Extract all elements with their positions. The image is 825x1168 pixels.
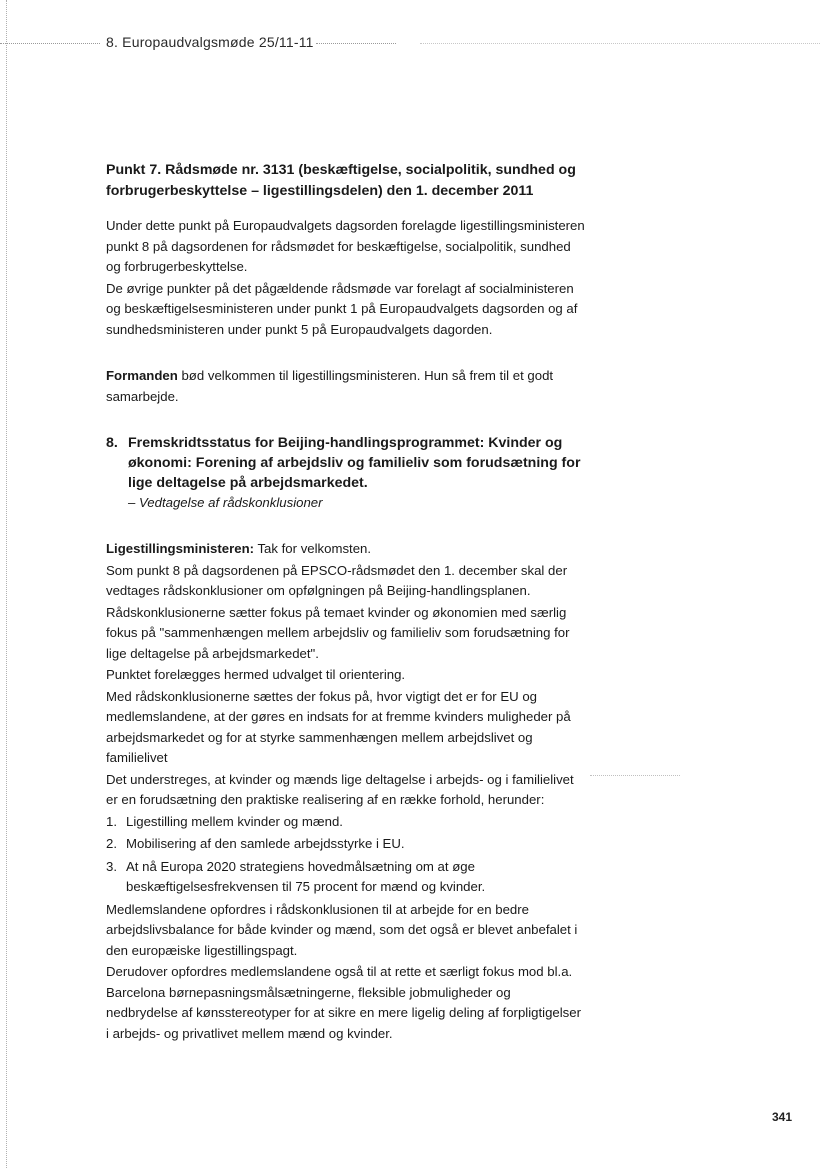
- main-content: [106, 160, 586, 1044]
- list-item-number: 2.: [106, 836, 117, 851]
- list-item-number: 3.: [106, 858, 117, 874]
- chair-paragraph: [106, 366, 586, 407]
- minister-paragraph: Med rådskonklusionerne sættes der fokus på, hvor vigtigt det er for EU og medlemslandene, at der gøres en indsats for at fremme kvinders muligheder på arbejdsmarkedet og for at styrke sammenhængen mellem arbejdslivet og familielivet: [106, 688, 571, 765]
- minister-label: Ligestillingsministeren:: [106, 541, 255, 556]
- running-header: 8. Europaudvalgsmøde 25/11-11: [106, 34, 314, 50]
- intro-paragraph: Under dette punkt på Europaudvalgets dagsorden forelagde ligestillingsministeren punkt 8 på dagsordenen for rådsmødet for beskæftigelse, socialpolitik, sundhed og forbrugerbeskyttelse.: [106, 218, 585, 274]
- section-title: Punkt 7. Rådsmøde nr. 3131 (beskæftigelse, socialpolitik, sundhed og forbrugerbeskyttelse – ligestillingsdelen) den 1. december 2011: [106, 162, 576, 199]
- minister-paragraph: Punktet forelægges hermed udvalget til orientering.: [106, 667, 406, 682]
- numbered-list: [106, 812, 586, 898]
- agenda-item-subtitle: – Vedtagelse af rådskonklusioner: [128, 495, 323, 510]
- list-item: [106, 857, 586, 898]
- page-number: 341: [772, 1110, 793, 1124]
- chair-text: bød velkommen til ligestillingsministeren. Hun så frem til et godt samarbejde.: [106, 368, 554, 404]
- chair-label: Formanden: [106, 368, 178, 383]
- minister-paragraph: Som punkt 8 på dagsordenen på EPSCO-rådsmødet den 1. december skal der vedtages rådskonklusioner om opfølgningen på Beijing-handlingsplanen.: [106, 562, 568, 598]
- scan-artifact-edge: [6, 0, 7, 1168]
- scan-artifact-line: [590, 775, 680, 776]
- scan-artifact-line: [316, 43, 396, 44]
- minister-paragraph: Derudover opfordres medlemslandene også til at rette et særligt fokus mod bl.a. Barcelona børnepasningsmålsætningerne, fleksible jobmuligheder og nedbrydelse af kønsstereotyper for at sikre en mere ligelig deling af forpligtigelser i arbejds- og privatlivet mellem mænd og kvinder.: [106, 964, 581, 1041]
- list-item-text: Mobilisering af den samlede arbejdsstyrke i EU.: [126, 836, 405, 851]
- list-item-text: At nå Europa 2020 strategiens hovedmålsætning om at øge beskæftigelsesfrekvensen til 75 procent for mænd og kvinder.: [126, 858, 486, 894]
- scan-artifact-line: [0, 43, 100, 44]
- minister-opening: [106, 539, 586, 560]
- minister-paragraph: Medlemslandene opfordres i rådskonklusionen til at arbejde for en bedre arbejdslivsbalance for både kvinder og mænd, som det også er blevet anbefalet i den europæiske ligestillingspagt.: [106, 901, 578, 958]
- list-item: [106, 812, 586, 833]
- minister-opening-text: Tak for velkomsten.: [254, 541, 372, 556]
- agenda-item: [106, 433, 586, 513]
- agenda-item-number: 8.: [106, 435, 118, 451]
- list-item-number: 1.: [106, 813, 117, 829]
- scan-artifact-line: [420, 43, 820, 44]
- minister-paragraph: Det understreges, at kvinder og mænds lige deltagelse i arbejds- og i familielivet er en forudsætning den praktiske realisering af en række forhold, herunder:: [106, 771, 574, 807]
- minister-paragraph: Rådskonklusionerne sætter fokus på temaet kvinder og økonomien med særlig fokus på "sammenhængen mellem arbejdsliv og familieliv som forudsætning for lige deltagelse på arbejdsmarkedet".: [106, 604, 570, 661]
- intro-paragraph: De øvrige punkter på det pågældende rådsmøde var forelagt af socialministeren og beskæftigelsesministeren under punkt 1 på Europaudvalgets dagsorden og af sundhedsministeren under punkt 5 på Europaudvalgets dagorden.: [106, 280, 578, 337]
- agenda-item-title: Fremskridtsstatus for Beijing-handlingsprogrammet: Kvinder og økonomi: Forening af arbejdsliv og familieliv som forudsætning for lige deltagelse på arbejdsmarkedet.: [128, 435, 581, 491]
- list-item: [106, 834, 586, 855]
- list-item-text: Ligestilling mellem kvinder og mænd.: [126, 813, 343, 829]
